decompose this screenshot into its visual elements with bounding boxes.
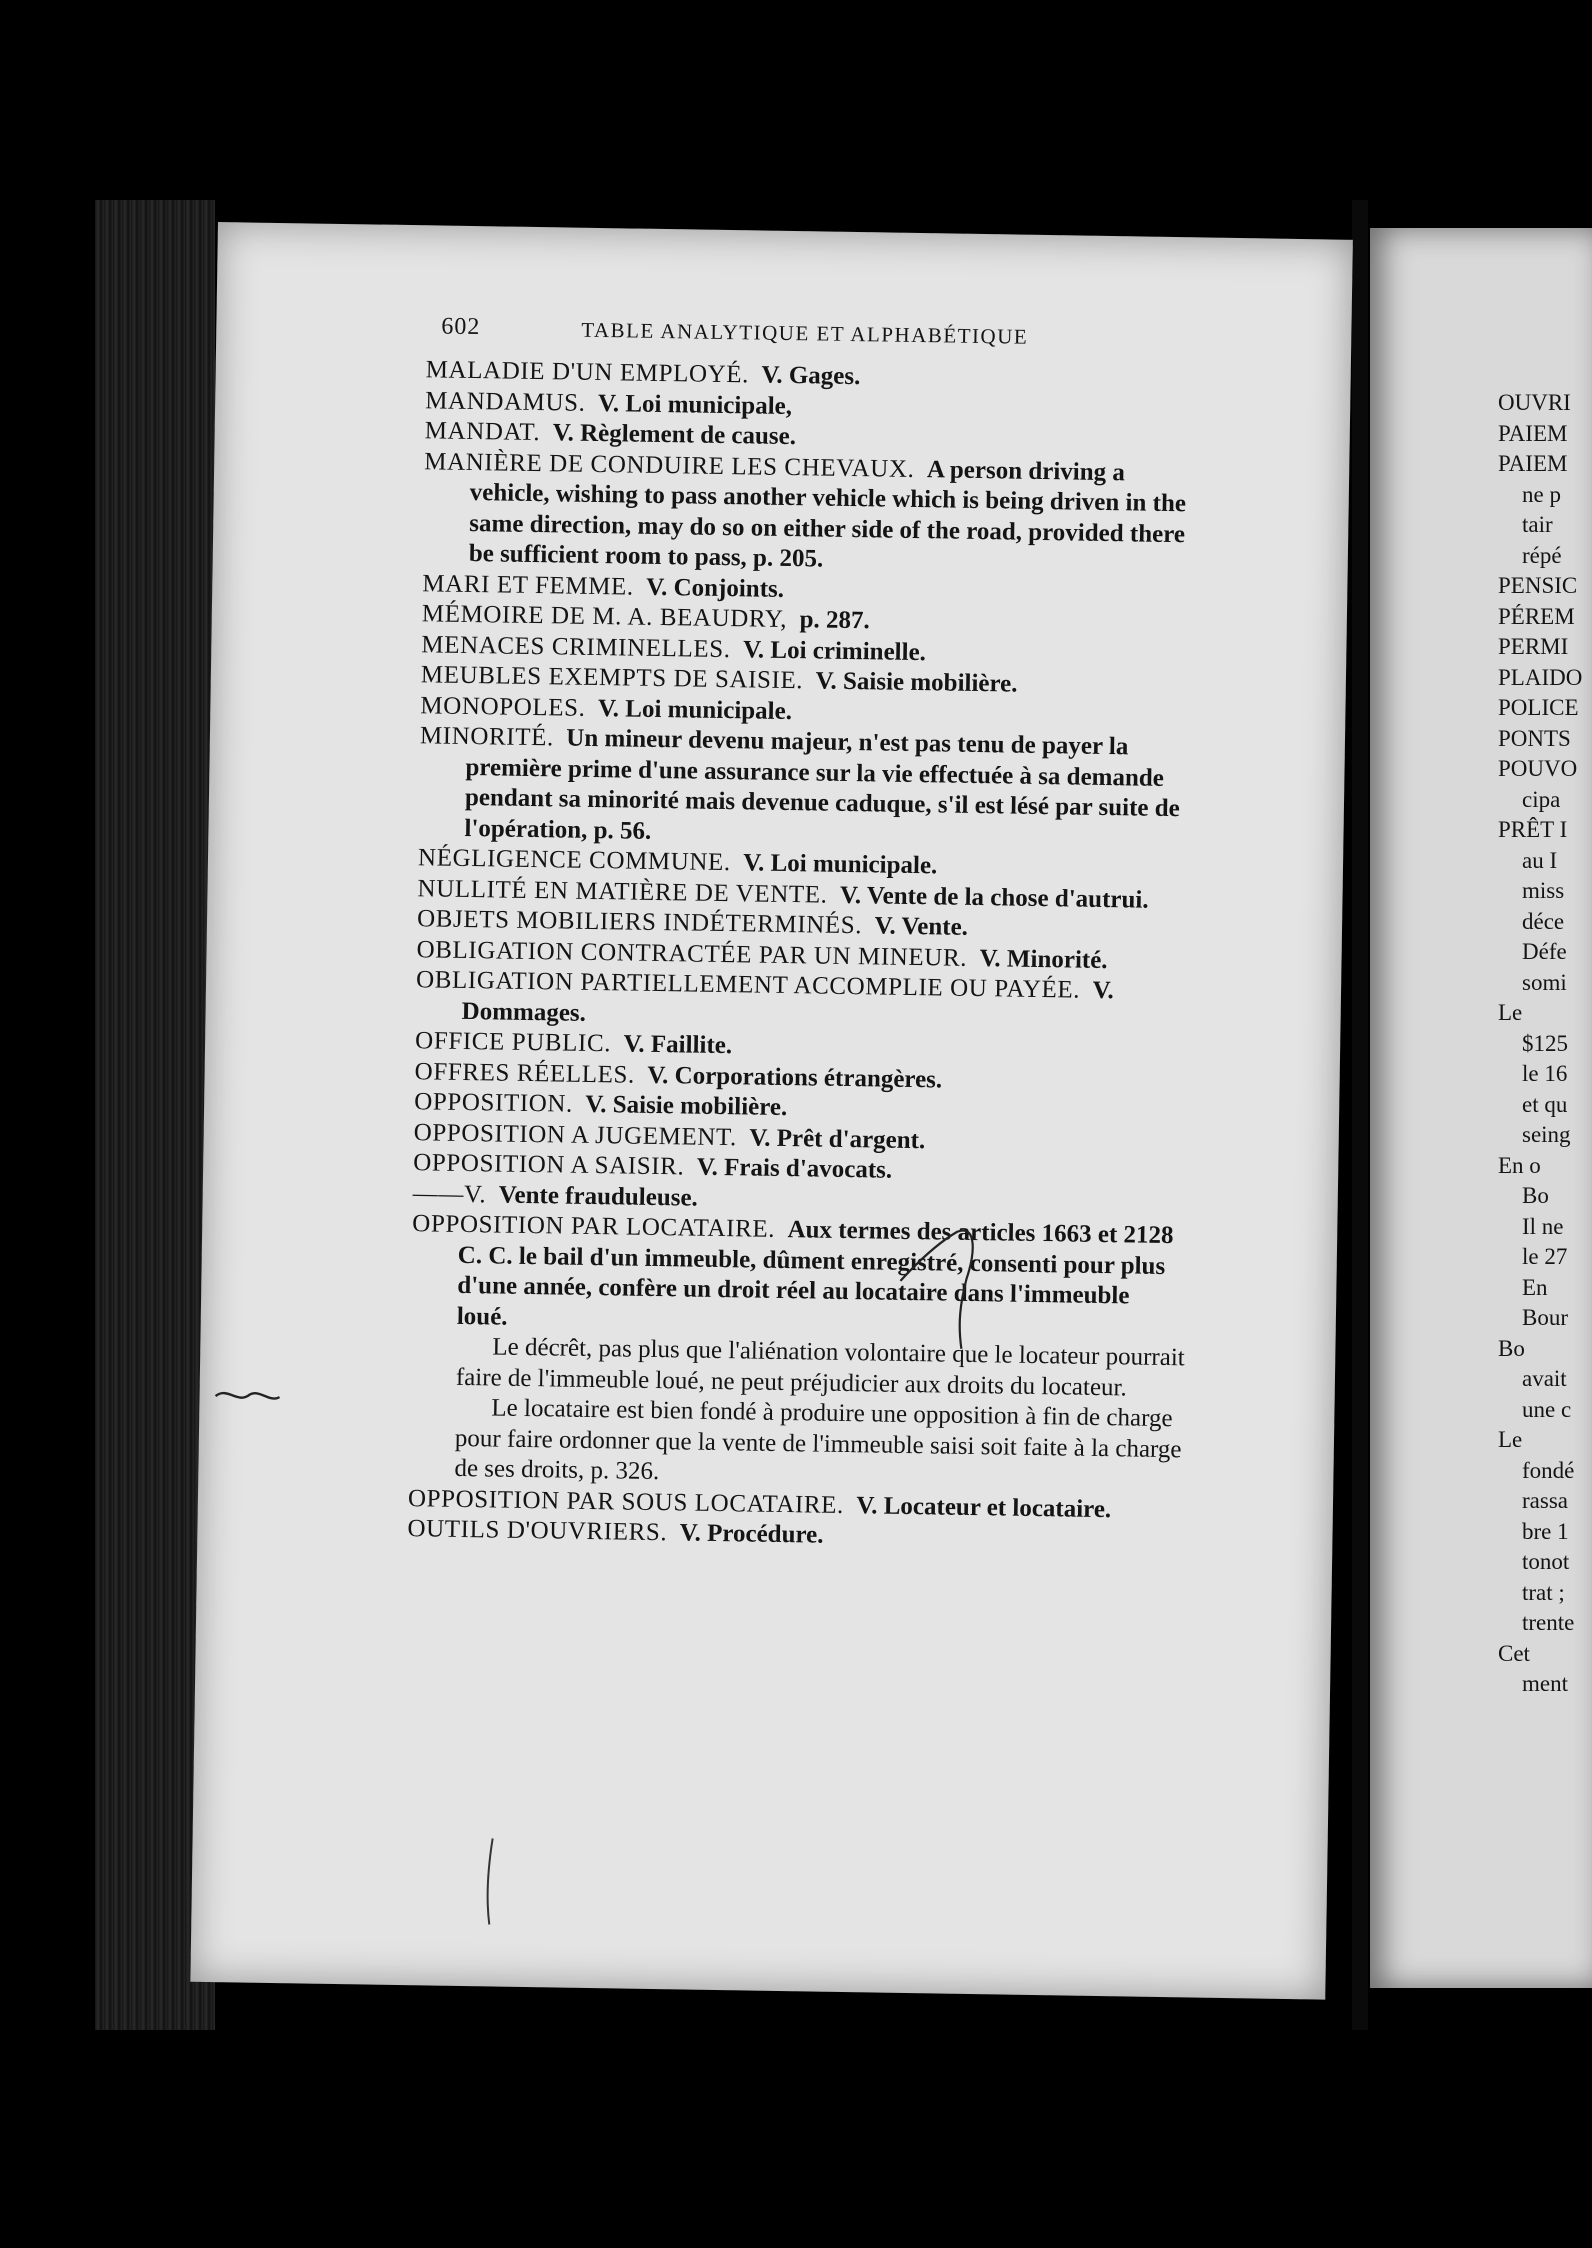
entry-reference: V. Conjoints.	[646, 573, 785, 603]
right-page-fragment-line: Il ne	[1522, 1213, 1564, 1239]
right-page-fragment-line: En	[1522, 1274, 1548, 1300]
right-page-fragment-line: miss	[1522, 878, 1565, 903]
entry-keyword: OPPOSITION A SAISIR.	[413, 1149, 685, 1181]
entry-keyword: MÉMOIRE DE M. A. BEAUDRY,	[421, 600, 788, 633]
right-page-text	[1498, 388, 1582, 1700]
right-page-fragment-line: Le	[1498, 1427, 1523, 1452]
right-page-fragment-line: avait	[1522, 1366, 1567, 1391]
entry-keyword: OPPOSITION A JUGEMENT.	[413, 1118, 738, 1151]
right-page-fragment-line: Bo	[1522, 1183, 1549, 1208]
book-gutter	[1352, 200, 1368, 2030]
entry-reference: V. Loi municipale.	[743, 849, 938, 880]
right-page-fragment-line: trente	[1522, 1610, 1575, 1635]
right-page-fragment	[1370, 228, 1592, 1988]
right-page-fragment-line: répé	[1522, 542, 1562, 568]
right-page-fragment-line: $125	[1522, 1030, 1568, 1056]
right-page-fragment-line: somi	[1522, 969, 1567, 995]
entry-keyword: MALADIE D'UN EMPLOYÉ.	[425, 356, 750, 389]
entry-keyword: MEUBLES EXEMPTS DE SAISIE.	[420, 661, 804, 695]
entry-keyword: OUTILS D'OUVRIERS.	[407, 1515, 668, 1547]
entry-keyword: MONOPOLES.	[420, 691, 586, 722]
entry-reference: p. 287.	[799, 606, 870, 635]
right-page-fragment-line: PLAIDO	[1498, 664, 1583, 690]
entry-reference: V. Corporations étrangères.	[647, 1061, 943, 1093]
index-entry	[411, 1209, 1188, 1343]
entry-reference: Vente frauduleuse.	[498, 1181, 699, 1212]
entry-reference: V. Gages.	[761, 361, 861, 391]
entry-reference: V. Locateur et locataire.	[856, 1491, 1112, 1523]
right-page-fragment-line: rassa	[1522, 1488, 1568, 1513]
entry-reference: Un mineur devenu majeur, n'est pas tenu de payer la première prime d'une assurance sur la vie effectuée à sa demande pendant sa minorité mais devenue caduque, s'il est lésé par suite de l'opération, p. 56.	[464, 724, 1180, 845]
right-page-fragment-line: Défe	[1522, 939, 1567, 964]
entry-paragraph: Le locataire est bien fondé à produire une opposition à fin de charge pour faire ordonner que la vente de l'immeuble saisi soit faite à la charge de ses droits, p. 326.	[454, 1394, 1182, 1486]
entry-reference: V. Saisie mobilière.	[815, 667, 1018, 698]
entry-keyword: OFFRES RÉELLES.	[414, 1057, 636, 1089]
right-page-fragment-line: POUVO	[1498, 756, 1578, 781]
left-page	[190, 222, 1353, 2000]
right-page-fragment-line: cipa	[1522, 786, 1561, 812]
entry-reference: V. Frais d'avocats.	[696, 1153, 893, 1184]
entry-keyword: OFFICE PUBLIC.	[414, 1027, 612, 1058]
entry-reference: V. Dommages.	[461, 976, 1114, 1027]
right-page-fragment-line: PAIEM	[1498, 420, 1568, 446]
right-page-fragment-line: tair	[1522, 512, 1553, 537]
entry-reference: V. Faillite.	[623, 1030, 733, 1060]
right-page-fragment-line: POLICE	[1498, 695, 1579, 720]
entry-reference: V. Règlement de cause.	[552, 419, 797, 451]
entry-keyword: ——V.	[412, 1179, 487, 1208]
right-page-fragment-line: PAIEM	[1498, 451, 1568, 476]
running-head-title: TABLE ANALYTIQUE ET ALPHABÉTIQUE	[581, 317, 1029, 349]
right-page-fragment-line: PONTS	[1498, 725, 1571, 751]
right-page-fragment-line: le 27	[1522, 1244, 1568, 1269]
entry-keyword: OPPOSITION PAR LOCATAIRE.	[412, 1210, 776, 1243]
index-entry	[418, 721, 1195, 855]
entry-keyword: MINORITÉ.	[419, 722, 555, 752]
entry-reference: V. Vente.	[874, 912, 969, 941]
right-page-fragment-line: ne p	[1522, 481, 1561, 507]
entry-reference: V. Vente de la chose d'autrui.	[839, 881, 1149, 914]
entry-keyword: OBLIGATION CONTRACTÉE PAR UN MINEUR.	[416, 935, 968, 972]
entry-reference: V. Prêt d'argent.	[749, 1123, 926, 1154]
right-page-fragment-line: PERMI	[1498, 634, 1569, 659]
page-number: 602	[441, 313, 481, 341]
entry-keyword: NÉGLIGENCE COMMUNE.	[417, 844, 731, 877]
right-page-fragment-line: une c	[1522, 1396, 1572, 1422]
entry-reference: V. Procédure.	[679, 1519, 824, 1549]
entry-paragraph: Le décrêt, pas plus que l'aliénation volontaire que le locateur pourrait faire de l'immeuble loué, ne peut préjudicier aux droits du locateur.	[455, 1333, 1185, 1401]
right-page-fragment-line: trat ;	[1522, 1579, 1565, 1605]
margin-squiggle-mark	[213, 1382, 283, 1413]
right-page-fragment-line: ment	[1522, 1671, 1568, 1696]
entry-keyword: MARI ET FEMME.	[422, 569, 634, 601]
right-page-fragment-line: seing	[1522, 1122, 1571, 1147]
right-page-fragment-line: OUVRI	[1498, 390, 1571, 415]
right-page-fragment-line: En o	[1498, 1152, 1541, 1178]
entry-keyword: OPPOSITION PAR SOUS LOCATAIRE.	[407, 1484, 845, 1519]
right-page-fragment-line: le 16	[1522, 1061, 1568, 1086]
pencil-stroke-mark	[481, 1836, 502, 1926]
entry-reference: A person driving a vehicle, wishing to pass another vehicle which is being driven in the same direction, may do so on either side of the road, provided there be sufficient room to pass, p. 205.	[468, 455, 1187, 573]
right-page-fragment-line: fondé	[1522, 1457, 1575, 1483]
entry-reference: V. Loi municipale,	[597, 389, 793, 420]
right-page-fragment-line: et qu	[1522, 1091, 1568, 1117]
right-page-fragment-line: Bo	[1498, 1335, 1525, 1361]
entry-keyword: MENACES CRIMINELLES.	[421, 630, 731, 663]
entry-reference: V. Saisie mobilière.	[585, 1090, 788, 1122]
index-entry	[423, 447, 1200, 581]
entry-keyword: OBJETS MOBILIERS INDÉTERMINÉS.	[416, 905, 863, 940]
entry-keyword: NULLITÉ EN MATIÈRE DE VENTE.	[417, 874, 828, 909]
entry-keyword: OPPOSITION.	[413, 1088, 574, 1118]
right-page-fragment-line: bre 1	[1522, 1518, 1569, 1544]
entry-reference: V. Loi criminelle.	[742, 635, 927, 666]
right-page-fragment-line: tonot	[1522, 1549, 1570, 1574]
right-page-fragment-line: Bour	[1522, 1305, 1568, 1330]
entry-reference: V. Minorité.	[979, 944, 1108, 974]
right-page-fragment-line: PRÊT I	[1498, 817, 1568, 842]
right-page-fragment-line: au I	[1522, 847, 1558, 873]
right-page-fragment-line: PÉREM	[1498, 603, 1575, 629]
entry-keyword: MANDAT.	[424, 417, 541, 447]
entry-keyword: MANIÈRE DE CONDUIRE LES CHEVAUX.	[424, 447, 915, 483]
right-page-fragment-line: PENSIC	[1498, 573, 1578, 598]
index-entries	[407, 355, 1201, 1557]
right-page-fragment-line: déce	[1522, 908, 1565, 934]
entry-keyword: MANDAMUS.	[425, 386, 586, 417]
entry-reference: V. Loi municipale.	[597, 694, 793, 725]
right-page-fragment-line: Cet	[1498, 1640, 1530, 1666]
right-page-fragment-line: Le	[1498, 1000, 1523, 1025]
entry-reference: Aux termes des articles 1663 et 2128 C. C. le bail d'un immeuble, dûment enregistré, consenti pour plus d'une année, confère un droit réel au locataire dans l'immeuble loué.	[456, 1216, 1174, 1331]
entry-keyword: OBLIGATION PARTIELLEMENT ACCOMPLIE OU PAYÉE.	[415, 966, 1081, 1004]
